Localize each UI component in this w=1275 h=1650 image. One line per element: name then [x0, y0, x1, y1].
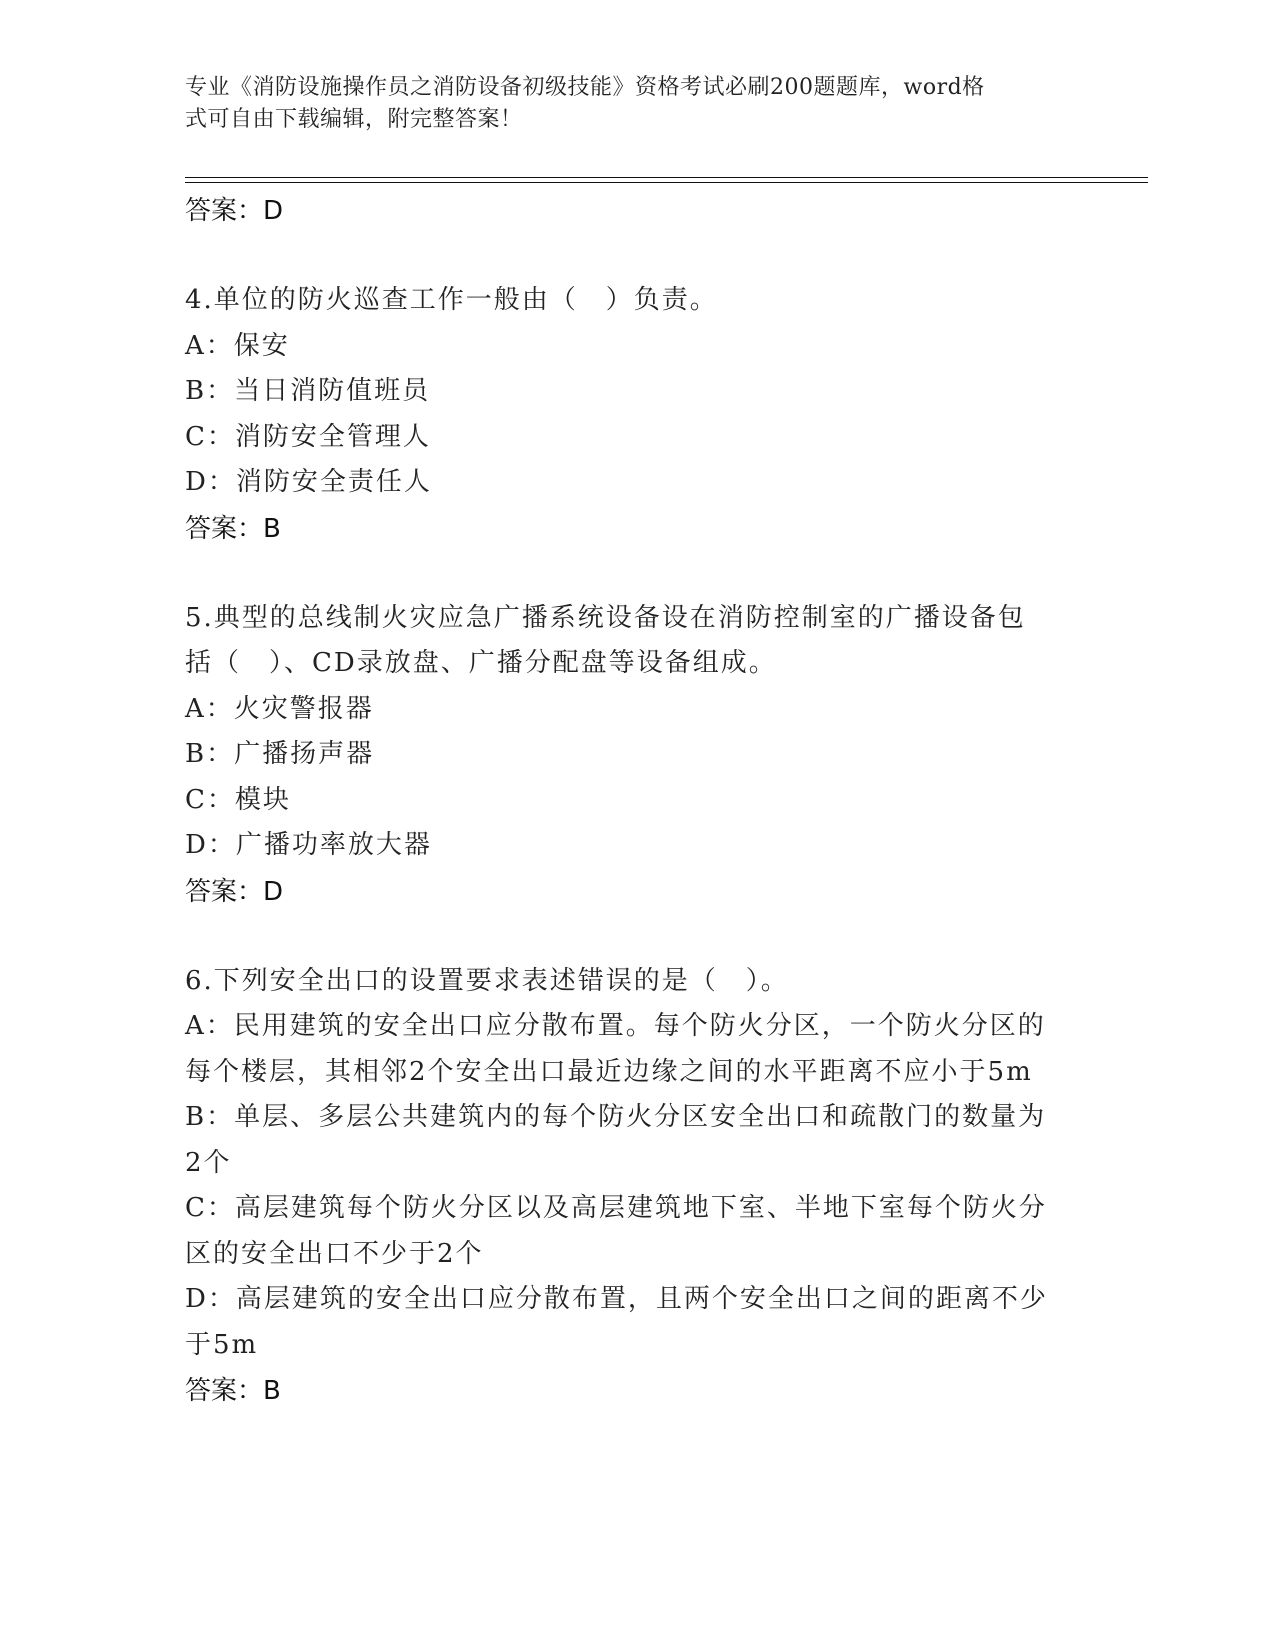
option-b-line-2: 2个	[185, 1147, 232, 1178]
header-divider-top	[185, 177, 1148, 178]
option-d: D：广播功率放大器	[185, 830, 432, 860]
option-c: C：模块	[185, 784, 291, 815]
option-b: B：广播扬声器	[185, 739, 375, 769]
option-a: A：保安	[185, 330, 290, 361]
option-a-line-1: A：民用建筑的安全出口应分散布置。每个防火分区，一个防火分区的	[185, 1011, 1046, 1041]
option-b: B：当日消防值班员	[185, 376, 431, 406]
option-c: C：消防安全管理人	[185, 421, 431, 452]
option-d-line-1: D：高层建筑的安全出口应分散布置，且两个安全出口之间的距离不少	[185, 1284, 1048, 1314]
question-stem-line-2: 括（ ）、CD录放盘、广播分配盘等设备组成。	[185, 648, 777, 678]
document-header	[185, 72, 1065, 136]
option-a: A：火灾警报器	[185, 693, 374, 724]
question-stem: 4.单位的防火巡查工作一般由（ ）负责。	[185, 285, 718, 315]
option-c-line-2: 区的安全出口不少于2个	[185, 1238, 484, 1269]
question-5	[185, 596, 1085, 915]
previous-answer: 答案：D	[185, 196, 284, 226]
header-line-2: 式可自由下载编辑，附完整答案！	[185, 107, 523, 132]
option-a-line-2: 每个楼层，其相邻2个安全出口最近边缘之间的水平距离不应小于5m	[185, 1056, 1033, 1087]
option-d: D：消防安全责任人	[185, 467, 432, 497]
question-4	[185, 278, 1085, 552]
answer: 答案：B	[185, 1376, 281, 1406]
option-b-line-1: B：单层、多层公共建筑内的每个防火分区安全出口和疏散门的数量为	[185, 1102, 1047, 1132]
question-stem: 6.下列安全出口的设置要求表述错误的是（ ）。	[185, 965, 789, 996]
option-d-line-2: 于5m	[185, 1329, 259, 1360]
answer: 答案：B	[185, 513, 281, 544]
header-divider-bottom	[185, 182, 1148, 183]
question-list	[185, 188, 1085, 1414]
question-6	[185, 959, 1085, 1415]
question-stem-line-1: 5.典型的总线制火灾应急广播系统设备设在消防控制室的广播设备包	[185, 602, 1026, 633]
option-c-line-1: C：高层建筑每个防火分区以及高层建筑地下室、半地下室每个防火分	[185, 1193, 1047, 1223]
header-line-1: 专业《消防设施操作员之消防设备初级技能》资格考试必刷200题题库，word格	[185, 75, 985, 100]
answer: 答案：D	[185, 876, 284, 907]
